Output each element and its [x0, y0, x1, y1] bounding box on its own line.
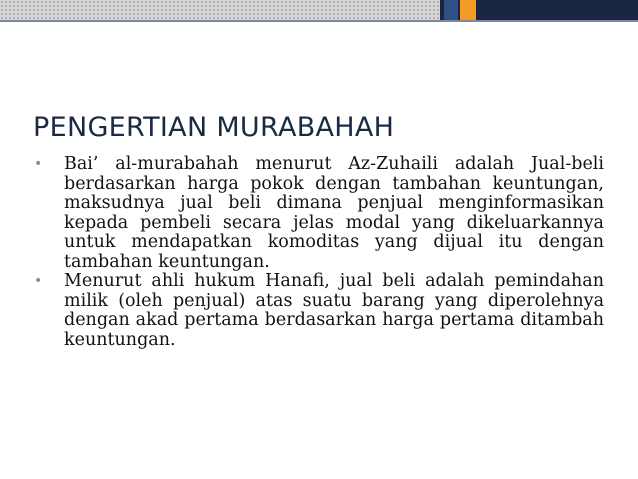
header-divider: [0, 20, 638, 22]
bullet-item: [34, 155, 604, 272]
bullet-text: Bai’ al-murabahah menurut Az-Zuhaili adalah Jual-beli berdasarkan harga pokok dengan tambahan keuntungan, maksudnya jual beli dimana penjual menginformasikan kepada pembeli secara jelas modal yang dikeluarkannya untuk mendapatkan komoditas yang dijual itu dengan tambahan keuntungan.: [64, 154, 604, 272]
slide-title: PENGERTIAN MURABAHAH: [33, 112, 395, 143]
bullet-icon: •: [34, 273, 43, 289]
bullet-list: [34, 155, 604, 350]
blue-accent-square: [444, 0, 458, 20]
bullet-text: Menurut ahli hukum Hanafi, jual beli adalah pemindahan milik (oleh penjual) atas suatu barang yang diperolehnya dengan akad pertama berdasarkan harga pertama ditambah keuntungan.: [64, 271, 604, 350]
orange-accent-square: [460, 0, 476, 20]
dotted-pattern-band: [0, 0, 440, 20]
bullet-icon: •: [34, 156, 43, 172]
bullet-item: [34, 272, 604, 350]
